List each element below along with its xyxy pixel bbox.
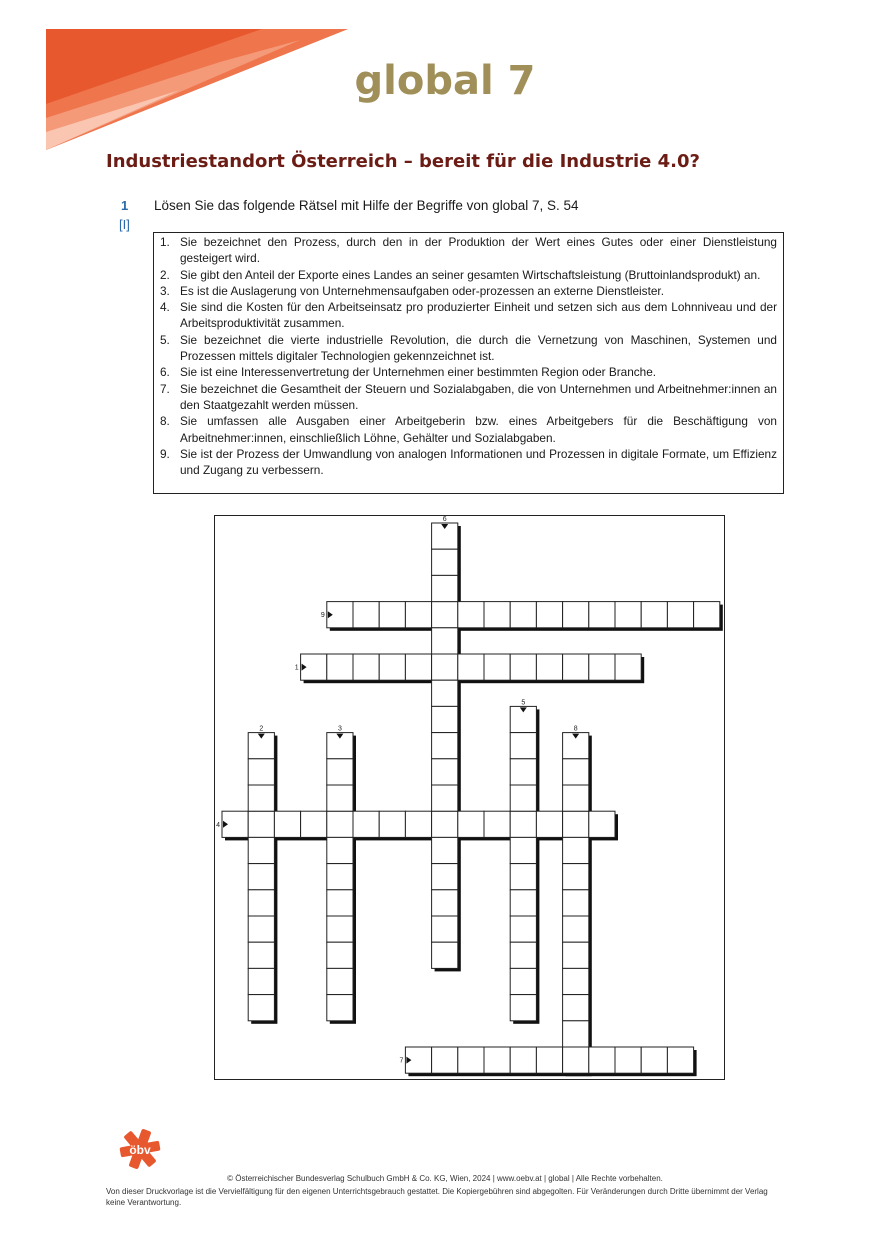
crossword-cell[interactable] <box>301 811 327 837</box>
crossword-cell[interactable] <box>432 706 458 732</box>
crossword-cell[interactable] <box>510 837 536 863</box>
crossword-cell[interactable] <box>563 916 589 942</box>
crossword-cell[interactable] <box>484 602 510 628</box>
crossword-cell[interactable] <box>432 628 458 654</box>
crossword-cell[interactable] <box>510 916 536 942</box>
clue-item <box>160 299 777 332</box>
clue-list <box>160 234 777 478</box>
crossword-cell[interactable] <box>432 733 458 759</box>
clue-marker-label: 4 <box>216 821 220 829</box>
crossword-cell[interactable] <box>563 864 589 890</box>
clue-text: Sie ist der Prozess der Umwandlung von analogen Informationen und Prozessen in digitale Formate, um Effizienz und Zugang zu verbessern. <box>180 446 777 478</box>
clue-text: Sie umfassen alle Ausgaben einer Arbeitgeberin bzw. eines Arbeitgebers für die Beschäftigung von Arbeitnehmer:innen, einschließlich Löhne, Gehälter und Sozialabgaben. <box>180 414 777 445</box>
clue-number: 9. <box>160 446 170 461</box>
crossword-cell[interactable] <box>484 811 510 837</box>
clue-number: 1. <box>160 235 170 249</box>
crossword-cell[interactable] <box>327 890 353 916</box>
clue-marker-label: 5 <box>521 699 526 707</box>
crossword-cell[interactable] <box>353 811 379 837</box>
crossword-cell[interactable] <box>510 1047 536 1073</box>
crossword-cell[interactable] <box>248 837 274 863</box>
crossword-cell[interactable] <box>274 811 300 837</box>
clue-number: 2. <box>160 267 170 282</box>
clue-number: 5. <box>160 332 170 347</box>
clue-number: 8. <box>160 414 170 429</box>
crossword-cell[interactable] <box>536 811 562 837</box>
crossword-cell[interactable] <box>432 654 458 680</box>
crossword-cell[interactable] <box>510 995 536 1021</box>
clue-text: Sie bezeichnet den Prozess, durch den in der Produktion der Wert eines Gutes oder einer Dienstleistung gesteigert wird. <box>180 235 777 266</box>
logo-text: öbv <box>129 1143 151 1157</box>
crossword-cell[interactable] <box>353 654 379 680</box>
crossword-cell[interactable] <box>432 837 458 863</box>
clue-marker-label: 8 <box>573 725 578 733</box>
crossword-cell[interactable] <box>589 1047 615 1073</box>
crossword-cell[interactable] <box>510 654 536 680</box>
crossword-cell[interactable] <box>510 942 536 968</box>
crossword-cell[interactable] <box>484 1047 510 1073</box>
crossword-cell[interactable] <box>563 942 589 968</box>
crossword-cell[interactable] <box>432 942 458 968</box>
task-instruction: Lösen Sie das folgende Rätsel mit Hilfe der Begriffe von global 7, S. 54 <box>154 198 579 213</box>
footer-disclaimer: Von dieser Druckvorlage ist die Vervielfältigung für den eigenen Unterrichtsgebrauch gestattet. Die Kopiergebühren sind abgegolten. Für Veränderungen durch Dritte übernimmt der Verlag keine Verantwortung. <box>106 1187 768 1207</box>
task-number: 1 <box>121 198 129 213</box>
crossword-cell[interactable] <box>510 759 536 785</box>
clue-item <box>160 381 777 414</box>
crossword-cell[interactable] <box>327 864 353 890</box>
crossword-cell[interactable] <box>432 890 458 916</box>
clue-marker-label: 2 <box>259 725 264 733</box>
crossword-cell[interactable] <box>563 654 589 680</box>
clue-box <box>153 232 784 494</box>
clue-number: 4. <box>160 300 170 315</box>
crossword-cell[interactable] <box>432 549 458 575</box>
crossword-cell[interactable] <box>432 575 458 601</box>
clue-item <box>160 364 777 380</box>
clue-marker-label: 9 <box>320 612 325 620</box>
crossword-cell[interactable] <box>694 602 720 628</box>
clue-number: 7. <box>160 381 170 396</box>
crossword-cell[interactable] <box>327 837 353 863</box>
crossword-cell[interactable] <box>248 890 274 916</box>
crossword-cell[interactable] <box>458 811 484 837</box>
crossword-cell[interactable] <box>615 1047 641 1073</box>
crossword-cell[interactable] <box>510 968 536 994</box>
clue-item <box>160 413 777 446</box>
crossword-cell[interactable] <box>510 602 536 628</box>
clue-number: 3. <box>160 283 170 298</box>
crossword-cell[interactable] <box>563 890 589 916</box>
crossword-cell[interactable] <box>432 680 458 706</box>
crossword-cell[interactable] <box>327 785 353 811</box>
crossword-cell[interactable] <box>248 811 274 837</box>
crossword-cell[interactable] <box>379 811 405 837</box>
crossword-grid <box>214 515 725 1080</box>
crossword-cell[interactable] <box>379 602 405 628</box>
clue-text: Sie bezeichnet die vierte industrielle Revolution, die durch die Vernetzung von Maschinen, Systemen und Prozessen mittels digitaler Technologien gekennzeichnet ist. <box>180 332 777 364</box>
crossword-cell[interactable] <box>327 942 353 968</box>
crossword-cell[interactable] <box>667 602 693 628</box>
page-title: Industriestandort Österreich – bereit für die Industrie 4.0? <box>106 151 700 172</box>
crossword-cell[interactable] <box>432 759 458 785</box>
crossword-cell[interactable] <box>405 602 431 628</box>
clue-text: Sie gibt den Anteil der Exporte eines Landes an seiner gesamten Wirtschaftsleistung (Bruttoinlandsprodukt) an. <box>180 267 761 282</box>
crossword-cell[interactable] <box>432 916 458 942</box>
clue-item <box>160 283 777 299</box>
crossword-cell[interactable] <box>327 759 353 785</box>
crossword-cell[interactable] <box>641 1047 667 1073</box>
crossword-cell[interactable] <box>327 654 353 680</box>
crossword-cell[interactable] <box>510 864 536 890</box>
crossword-cell[interactable] <box>589 654 615 680</box>
crossword-cell[interactable] <box>536 1047 562 1073</box>
crossword-cell[interactable] <box>484 654 510 680</box>
clue-marker-label: 3 <box>337 725 342 733</box>
crossword-cell[interactable] <box>667 1047 693 1073</box>
clue-text: Sie ist eine Interessenvertretung der Unternehmen einer bestimmten Region oder Branche. <box>180 365 657 380</box>
crossword-cell[interactable] <box>510 890 536 916</box>
crossword-cell[interactable] <box>589 602 615 628</box>
crossword-cell[interactable] <box>589 811 615 837</box>
crossword-cell[interactable] <box>327 811 353 837</box>
crossword-cell[interactable] <box>248 942 274 968</box>
crossword-cell[interactable] <box>458 602 484 628</box>
crossword-cell[interactable] <box>432 602 458 628</box>
crossword-cell[interactable] <box>248 995 274 1021</box>
crossword-cell[interactable] <box>563 759 589 785</box>
crossword-cell[interactable] <box>563 1021 589 1047</box>
crossword-cell[interactable] <box>563 602 589 628</box>
crossword-cell[interactable] <box>405 654 431 680</box>
crossword-cell[interactable] <box>248 759 274 785</box>
clue-marker-label: 1 <box>294 664 299 672</box>
crossword-cell[interactable] <box>327 995 353 1021</box>
crossword-cell[interactable] <box>432 811 458 837</box>
footer-copyright: © Österreichischer Bundesverlag Schulbuch GmbH & Co. KG, Wien, 2024 | www.oebv.at | global | Alle Rechte vorbehalten. <box>227 1174 663 1183</box>
brand-title: global 7 <box>354 58 536 104</box>
crossword-cell[interactable] <box>353 602 379 628</box>
crossword-cell[interactable] <box>536 602 562 628</box>
crossword-cell[interactable] <box>248 785 274 811</box>
crossword-cell[interactable] <box>641 602 667 628</box>
crossword-cell[interactable] <box>563 968 589 994</box>
crossword-cell[interactable] <box>536 654 562 680</box>
crossword-cell[interactable] <box>432 785 458 811</box>
crossword-cell[interactable] <box>248 864 274 890</box>
clue-marker-label: 7 <box>399 1057 404 1065</box>
crossword-cell[interactable] <box>248 968 274 994</box>
clue-item <box>160 446 777 479</box>
clue-text: Sie sind die Kosten für den Arbeitseinsatz pro produzierter Einheit und setzen sich aus dem Lohnniveau und der Arbeitsproduktivität zusammen. <box>180 300 777 331</box>
crossword-cell[interactable] <box>327 968 353 994</box>
task-level: [I] <box>119 217 130 232</box>
crossword-cell[interactable] <box>327 916 353 942</box>
clue-text: Sie bezeichnet die Gesamtheit der Steuern und Sozialabgaben, die von Unternehmen und Arbeitnehmer:innen an den Staatgezahlt werden müssen. <box>180 381 777 412</box>
clue-item <box>160 234 777 267</box>
clue-number: 6. <box>160 365 170 380</box>
crossword-cell[interactable] <box>510 811 536 837</box>
clue-text: Es ist die Auslagerung von Unternehmensaufgaben oder-prozessen an externe Dienstleister. <box>180 283 664 298</box>
crossword-cell[interactable] <box>563 811 589 837</box>
crossword-cell[interactable] <box>458 1047 484 1073</box>
crossword-cell[interactable] <box>379 654 405 680</box>
crossword-cell[interactable] <box>405 811 431 837</box>
crossword-cell[interactable] <box>563 995 589 1021</box>
clue-item <box>160 267 777 283</box>
crossword-cell[interactable] <box>615 602 641 628</box>
crossword-cell[interactable] <box>510 785 536 811</box>
crossword-cell[interactable] <box>458 654 484 680</box>
clue-item <box>160 332 777 365</box>
crossword-cell[interactable] <box>615 654 641 680</box>
crossword-cell[interactable] <box>432 1047 458 1073</box>
crossword-cell[interactable] <box>432 864 458 890</box>
crossword-cell[interactable] <box>563 837 589 863</box>
oebv-logo <box>118 1127 162 1171</box>
crossword-cell[interactable] <box>510 733 536 759</box>
crossword-cell[interactable] <box>563 1047 589 1073</box>
crossword-cell[interactable] <box>563 785 589 811</box>
clue-marker-label: 6 <box>442 516 447 523</box>
crossword-cell[interactable] <box>248 916 274 942</box>
